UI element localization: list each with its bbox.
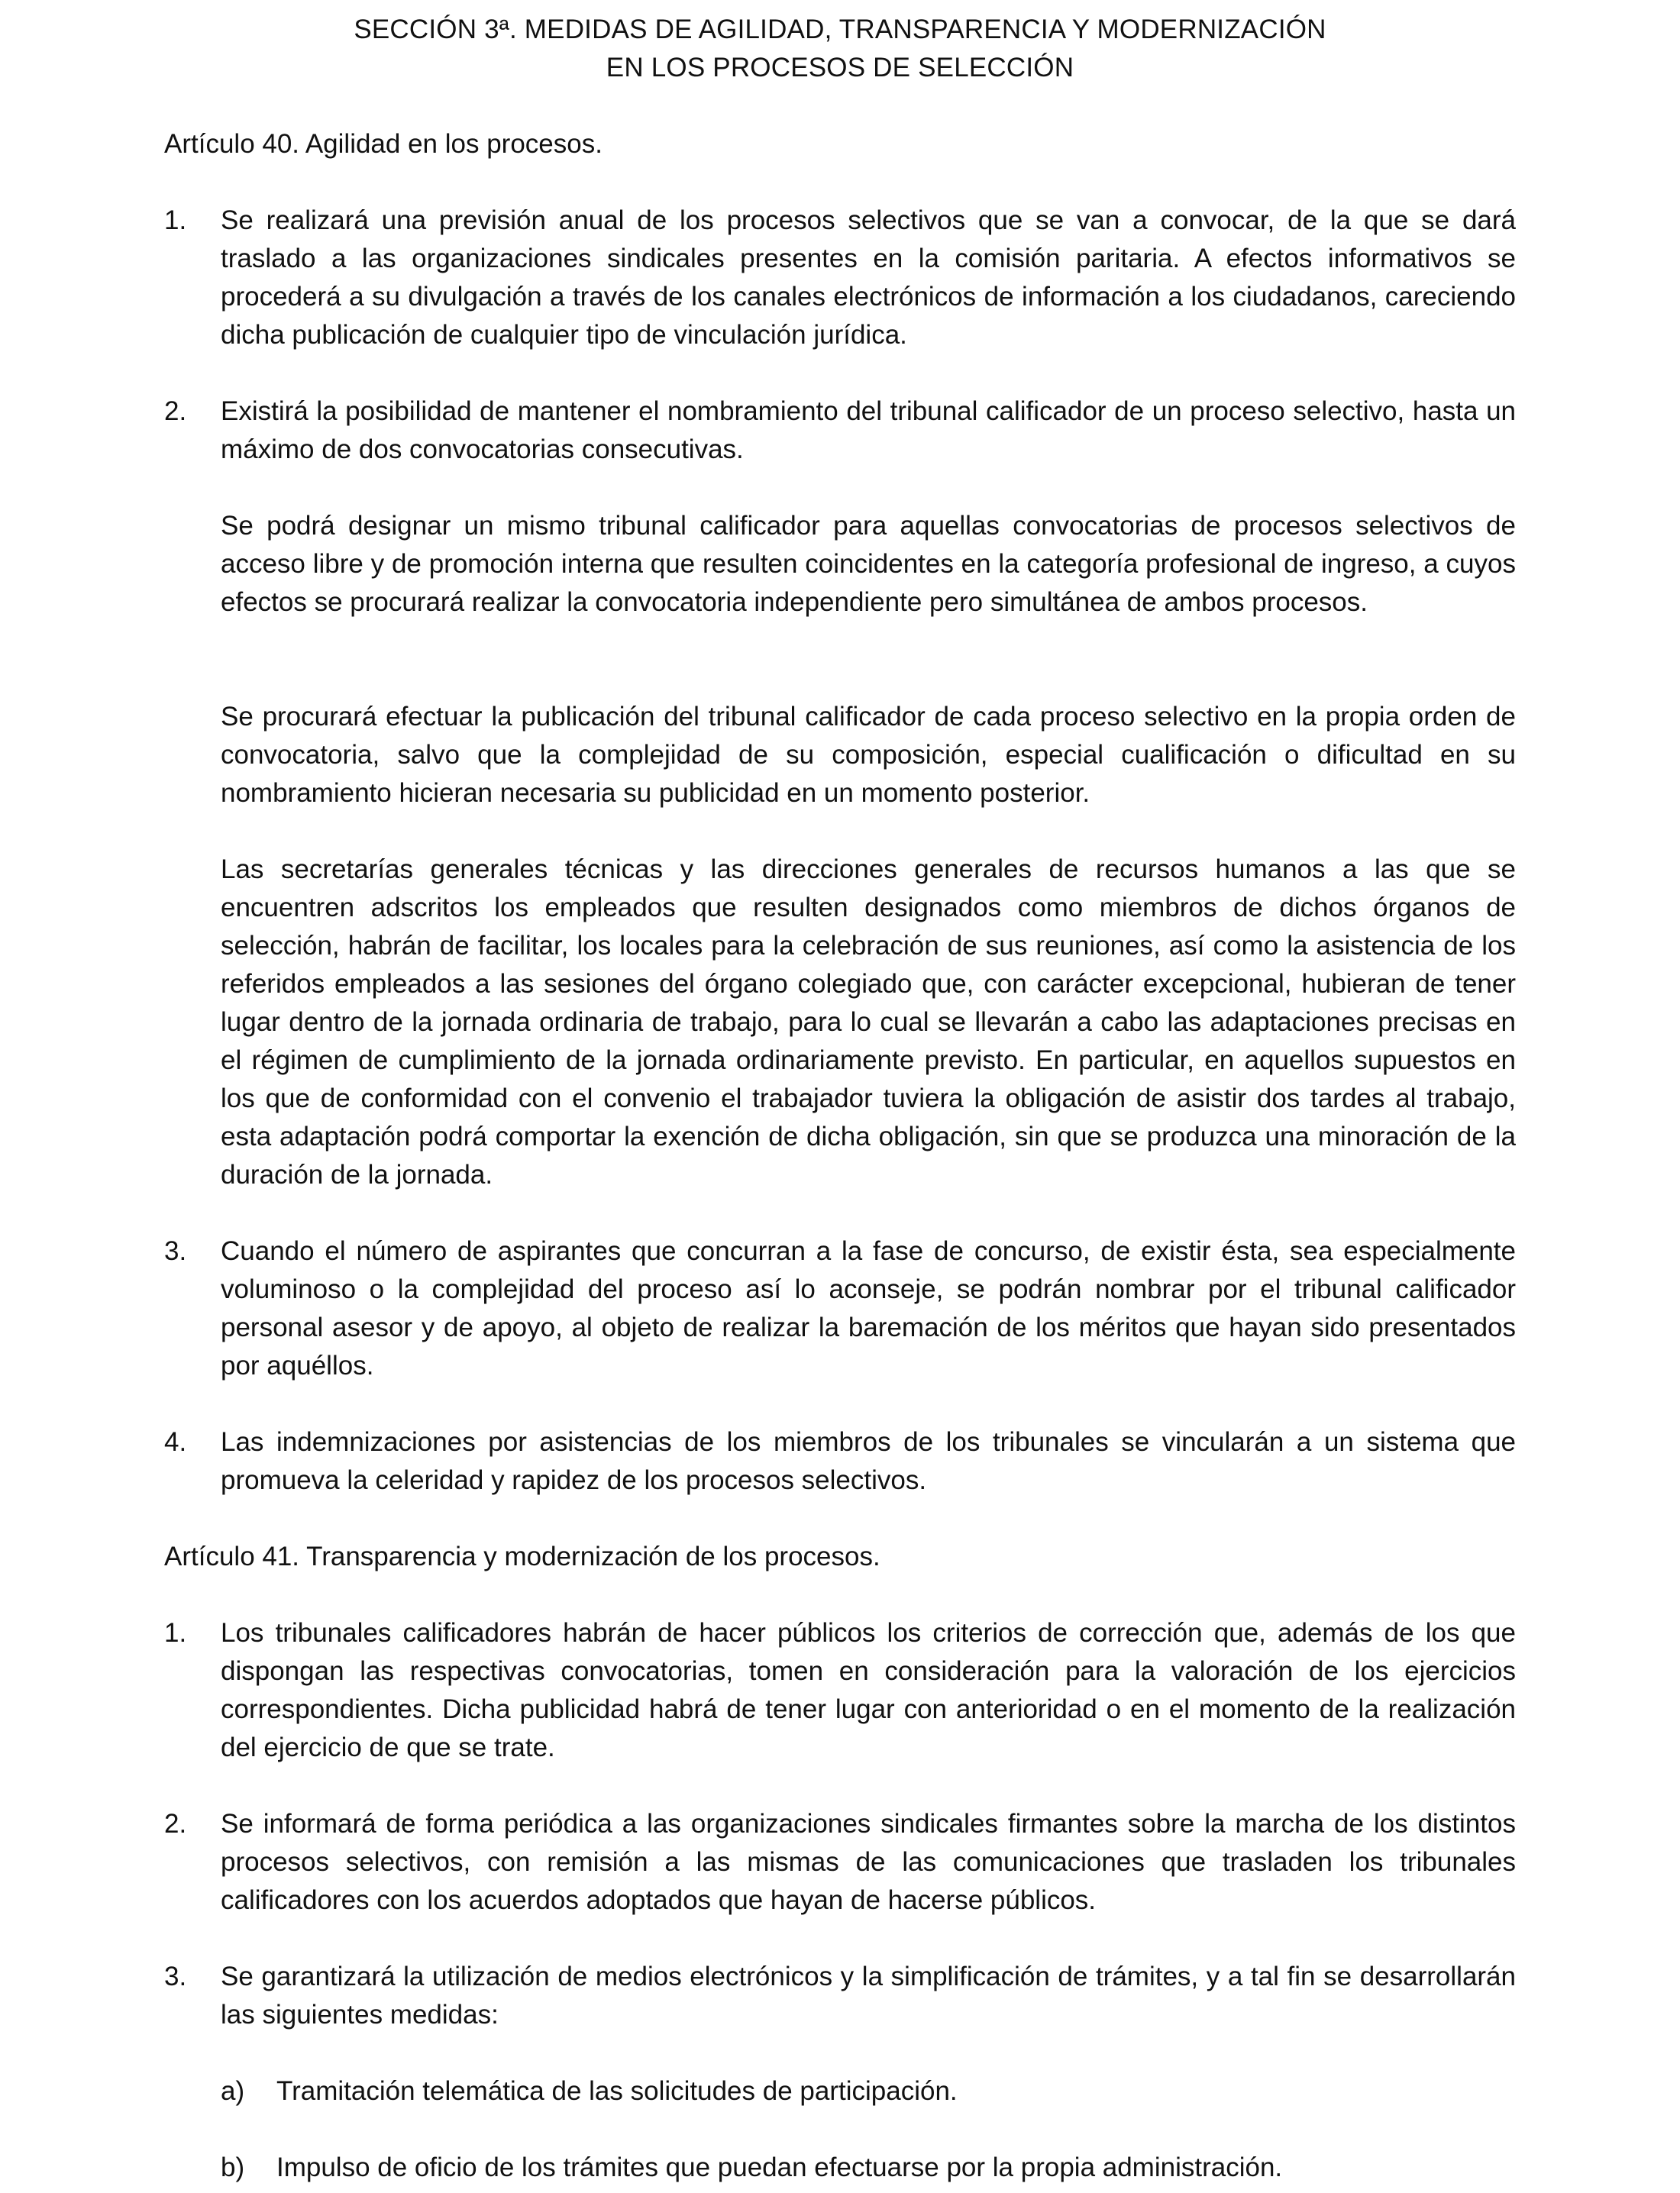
item-text: Los tribunales calificadores habrán de hacer públicos los criterios de corrección que, además de los que dispongan las respectivas convocatorias, tomen en consideración para la valoración de los ejercicios correspondientes. Dicha publicidad habrá de tener lugar con anterioridad o en el momento de la realización del ejercicio de que se trate. [221,1618,1516,1762]
article-41-item-2 [164,1805,1516,1920]
section-heading-line-2: EN LOS PROCESOS DE SELECCIÓN [606,53,1074,82]
article-41-item-3 [164,1958,1516,2034]
article-41-item-3-subitem-b [221,2149,1516,2187]
section-heading-line-1: SECCIÓN 3ª. MEDIDAS DE AGILIDAD, TRANSPARENCIA Y MODERNIZACIÓN [354,15,1326,44]
item-number: 4. [164,1427,187,1457]
article-40-item-2-paragraph-3: Las secretarías generales técnicas y las direcciones generales de recursos humanos a las que se encuentren adscritos los empleados que resulten designados como miembros de dichos órganos de selección, habrán de facilitar, los locales para la celebración de sus reuniones, así como la asistencia de los referidos empleados a las sesiones del órgano colegiado que, con carácter excepcional, hubieran de tener lugar dentro de la jornada ordinaria de trabajo, para lo cual se llevarán a cabo las adaptaciones precisas en el régimen de cumplimiento de la jornada ordinariamente previsto. En particular, en aquellos supuestos en los que de conformidad con el convenio el trabajador tuviera la obligación de asistir dos tardes al trabajo, esta adaptación podrá comportar la exención de dicha obligación, sin que se produzca una minoración de la duración de la jornada. [221,854,1516,1190]
item-text: Cuando el número de aspirantes que concurran a la fase de concurso, de existir ésta, sea especialmente voluminoso o la complejidad del proceso así lo aconseje, se podrán nombrar por el tribunal calificador personal asesor y de apoyo, al objeto de realizar la baremación de los méritos que hayan sido presentados por aquéllos. [221,1236,1516,1381]
section-heading [164,11,1516,87]
article-40-item-3 [164,1232,1516,1385]
item-number: 1. [164,205,187,235]
item-text: Se informará de forma periódica a las organizaciones sindicales firmantes sobre la marcha de los distintos procesos selectivos, con remisión a las mismas de las comunicaciones que trasladen los tribunales calificadores con los acuerdos adoptados que hayan de hacerse públicos. [221,1809,1516,1915]
subitem-text: Impulso de oficio de los trámites que puedan efectuarse por la propia administración. [276,2153,1283,2182]
item-number: 2. [164,396,187,426]
item-text: Las indemnizaciones por asistencias de los miembros de los tribunales se vincularán a un sistema que promueva la celeridad y rapidez de los procesos selectivos. [221,1427,1516,1495]
article-40-title: Artículo 40. Agilidad en los procesos. [164,129,603,159]
article-41-title: Artículo 41. Transparencia y modernización de los procesos. [164,1542,880,1571]
item-text: Existirá la posibilidad de mantener el nombramiento del tribunal calificador de un proceso selectivo, hasta un máximo de dos convocatorias consecutivas. [221,396,1516,464]
article-40-item-2-paragraph-2: Se procurará efectuar la publicación del tribunal calificador de cada proceso selectivo en la propia orden de convocatoria, salvo que la complejidad de su composición, especial cualificación o dificultad en su nombramiento hicieran necesaria su publicidad en un momento posterior. [221,702,1516,808]
item-text: Se garantizará la utilización de medios electrónicos y la simplificación de trámites, y a tal fin se desarrollarán las siguientes medidas: [221,1962,1516,2030]
item-number: 3. [164,1236,187,1266]
article-41-item-3-subitem-a [221,2072,1516,2111]
item-number: 3. [164,1962,187,1991]
article-40-item-2-paragraph-1: Se podrá designar un mismo tribunal calificador para aquellas convocatorias de procesos selectivos de acceso libre y de promoción interna que resulten coincidentes en la categoría profesional de ingreso, a cuyos efectos se procurará realizar la convocatoria independiente pero simultánea de ambos procesos. [221,511,1516,617]
article-40-item-1 [164,202,1516,354]
article-41-item-1 [164,1614,1516,1767]
article-40-item-2 [164,392,1516,469]
subitem-letter: a) [221,2076,245,2106]
item-text: Se realizará una previsión anual de los procesos selectivos que se van a convocar, de la que se dará traslado a las organizaciones sindicales presentes en la comisión paritaria. A efectos informativos se procederá a su divulgación a través de los canales electrónicos de información a los ciudadanos, careciendo dicha publicación de cualquier tipo de vinculación jurídica. [221,205,1516,350]
article-40-item-4 [164,1423,1516,1500]
item-number: 1. [164,1618,187,1648]
subitem-letter: b) [221,2153,245,2182]
subitem-text: Tramitación telemática de las solicitudes de participación. [276,2076,958,2106]
item-number: 2. [164,1809,187,1839]
